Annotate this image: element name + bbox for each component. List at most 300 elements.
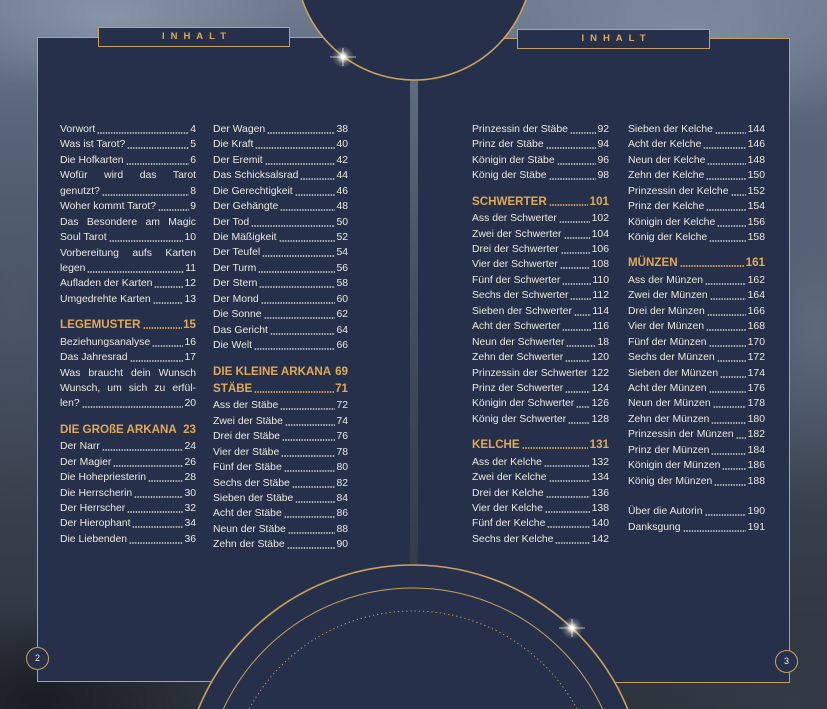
toc-entry (60, 335, 196, 350)
toc-page-number: 122 (591, 367, 609, 379)
section-title: LEGEMUSTER (60, 318, 141, 332)
toc-entry-label: König der Stäbe (472, 170, 547, 182)
toc-list (60, 122, 196, 547)
toc-entry-label: Der Eremit (213, 154, 263, 166)
toc-entry (60, 137, 196, 152)
toc-page-number: 152 (747, 185, 765, 197)
toc-entry (628, 304, 765, 319)
toc-entry-label: Prinzessin der Stäbe (472, 123, 568, 135)
toc-section-heading (60, 317, 196, 332)
toc-entry (213, 292, 348, 307)
toc-entry-label: Der Gehängte (213, 201, 279, 213)
toc-page-number: 174 (747, 367, 765, 379)
dot-leader (545, 511, 590, 513)
toc-list (472, 122, 609, 547)
toc-page-number: 132 (591, 456, 609, 468)
toc-entry-label: Der Mond (213, 293, 259, 305)
toc-entry (472, 396, 609, 411)
toc-page-number: 191 (747, 521, 765, 533)
dot-leader (292, 486, 335, 488)
dot-leader (264, 317, 335, 319)
toc-entry (60, 501, 196, 516)
page-header-tab: INHALT (98, 27, 290, 47)
toc-entry (628, 215, 765, 230)
dot-leader (284, 470, 335, 472)
toc-entry-label: Acht der Stäbe (213, 508, 282, 520)
toc-entry (213, 398, 348, 413)
toc-entry (472, 532, 609, 547)
toc-entry-label: Was ist Tarot? (60, 139, 126, 151)
toc-page-number: 188 (747, 475, 765, 487)
toc-page-number: 78 (336, 446, 348, 458)
toc-page-number: 126 (591, 398, 609, 410)
toc-entry-label: Sieben der Schwerter (472, 305, 572, 317)
toc-entry (472, 242, 609, 257)
toc-page-number: 161 (745, 256, 765, 270)
toc-page-number: 106 (591, 244, 609, 256)
toc-page-number: 12 (184, 278, 196, 290)
dot-leader (258, 271, 335, 273)
dot-leader (711, 453, 746, 455)
section-title: DIE GROßE ARKANA (60, 422, 177, 436)
dot-leader (720, 376, 746, 378)
toc-entry (213, 338, 348, 353)
toc-column (60, 122, 196, 547)
toc-page-number: 88 (336, 523, 348, 535)
toc-section-heading (213, 364, 348, 379)
toc-entry (628, 412, 765, 427)
toc-entry-label: Drei der Schwerter (472, 244, 559, 256)
toc-page-number: 6 (190, 154, 196, 166)
toc-entry (472, 455, 609, 470)
toc-entry (628, 122, 765, 137)
toc-entry-label: Das Jahresrad (60, 352, 128, 364)
dot-leader (705, 514, 747, 516)
toc-entry-label: Zwei der Münzen (628, 290, 708, 302)
toc-page-number: 168 (747, 321, 765, 333)
dot-leader (731, 194, 747, 196)
toc-entry (472, 258, 609, 273)
toc-entry-label: Sechs der Münzen (628, 352, 715, 364)
dot-leader (82, 406, 183, 408)
toc-entry-label: Der Wagen (213, 123, 266, 135)
dot-leader (709, 391, 747, 393)
toc-page-number: 56 (336, 262, 348, 274)
toc-page-number: 28 (184, 472, 196, 484)
toc-entry (213, 137, 348, 152)
toc-page-number: 64 (336, 324, 348, 336)
toc-page-number: 40 (336, 139, 348, 151)
dot-leader (113, 465, 183, 467)
dot-leader (259, 286, 334, 288)
toc-entry (60, 350, 196, 365)
toc-page-number: 162 (747, 274, 765, 286)
dot-leader (714, 484, 746, 486)
toc-page-number: 102 (591, 213, 609, 225)
toc-page-number: 50 (336, 216, 348, 228)
toc-entry-label: Prinzessin der Kelche (628, 185, 729, 197)
toc-entry-label: Die Kraft (213, 139, 254, 151)
toc-entry-label: Sieben der Münzen (628, 367, 719, 379)
toc-page-number: 120 (591, 352, 609, 364)
toc-entry-label: Prinzessin der Schwerter (472, 367, 588, 379)
dot-leader (568, 422, 590, 424)
dot-leader (280, 408, 335, 410)
dot-leader (705, 283, 746, 285)
toc-page-number: 48 (336, 201, 348, 213)
dot-leader (711, 422, 746, 424)
toc-entry (60, 199, 196, 214)
dot-leader (109, 240, 183, 242)
toc-page-number: 94 (597, 139, 609, 151)
toc-entry-label: Prinzessin der Münzen (628, 429, 734, 441)
dot-leader (134, 496, 183, 498)
toc-entry-label: Vier der Kelche (472, 503, 543, 515)
dot-leader (590, 376, 591, 378)
toc-entry (472, 227, 609, 242)
toc-page-number: 104 (591, 228, 609, 240)
toc-entry-label: Zehn der Kelche (628, 170, 705, 182)
toc-entry-label: Prinz der Kelche (628, 201, 705, 213)
dot-leader (559, 221, 590, 223)
toc-entry-label: Umgedrehte Karten (60, 293, 151, 305)
toc-page-number: 15 (183, 318, 196, 332)
toc-page-number: 140 (591, 518, 609, 530)
toc-entry (60, 532, 196, 547)
page-header-tab: INHALT (517, 29, 710, 49)
toc-entry-label: Fünf der Kelche (472, 518, 546, 530)
toc-entry-label: Danksgung (628, 521, 681, 533)
toc-entry-line: Was braucht dein Wunsch (60, 367, 196, 379)
toc-entry (213, 184, 348, 199)
toc-entry-label: Drei der Stäbe (213, 431, 280, 443)
toc-entry (60, 276, 196, 291)
toc-entry-label: Der Stern (213, 278, 258, 290)
toc-page-number: 8 (190, 185, 196, 197)
toc-entry (628, 230, 765, 245)
toc-entry-label: Der Tod (213, 216, 250, 228)
toc-page-number: 17 (184, 352, 196, 364)
toc-section-heading (472, 194, 609, 209)
toc-entry-label: Sechs der Kelche (472, 533, 554, 545)
toc-entry-label: Über die Autorin (628, 506, 703, 518)
toc-page-number: 154 (747, 201, 765, 213)
dot-leader (132, 526, 182, 528)
dot-leader (102, 449, 183, 451)
page-number-badge: 2 (26, 647, 49, 670)
toc-page-number: 60 (336, 293, 348, 305)
toc-entry-label: Das Schicksalsrad (213, 170, 299, 182)
toc-entry-label: Zehn der Stäbe (213, 539, 285, 551)
toc-entry-label: Ass der Kelche (472, 456, 542, 468)
dot-leader (562, 283, 591, 285)
dot-leader (736, 437, 746, 439)
toc-entry (472, 412, 609, 427)
toc-page-number: 158 (747, 232, 765, 244)
toc-entry (213, 276, 348, 291)
toc-entry-label: Die Hofkarten (60, 154, 124, 166)
toc-page-number: 62 (336, 309, 348, 321)
toc-column (472, 122, 609, 547)
toc-page-number: 184 (747, 444, 765, 456)
dot-leader (544, 465, 590, 467)
toc-entry (472, 366, 609, 381)
toc-entry (472, 288, 609, 303)
toc-page-number: 98 (597, 170, 609, 182)
toc-entry (472, 168, 609, 183)
toc-list (213, 122, 348, 553)
top-circle-frame (296, 0, 532, 80)
toc-entry-label: len? (60, 398, 80, 410)
toc-entry-label: König der Münzen (628, 475, 713, 487)
toc-entry (213, 199, 348, 214)
toc-entry (472, 304, 609, 319)
toc-entry (472, 517, 609, 532)
toc-entry-label: Die Welt (213, 340, 253, 352)
toc-page-number: 146 (747, 139, 765, 151)
toc-page-number: 84 (336, 493, 348, 505)
toc-entry-label: Der Teufel (213, 247, 261, 259)
toc-entry (628, 350, 765, 365)
toc-page-number: 101 (589, 194, 609, 208)
dot-leader (154, 286, 183, 288)
toc-page-number: 96 (597, 154, 609, 166)
toc-page-number: 9 (190, 201, 196, 213)
toc-page-number: 38 (336, 123, 348, 135)
section-title: STÄBE (213, 381, 253, 395)
toc-entry (628, 153, 765, 168)
toc-entry-label: König der Schwerter (472, 413, 567, 425)
toc-page-number: 178 (747, 398, 765, 410)
toc-entry (60, 292, 196, 307)
dot-leader (546, 147, 596, 149)
toc-entry-label: Das Gericht (213, 324, 268, 336)
toc-entry (60, 486, 196, 501)
toc-page-number: 32 (184, 503, 196, 515)
dot-leader (549, 480, 591, 482)
toc-page-number: 52 (336, 232, 348, 244)
toc-entry-label: Vier der Schwerter (472, 259, 558, 271)
toc-entry (60, 184, 196, 199)
toc-entry-label: Aufladen der Karten (60, 278, 153, 290)
toc-entry (472, 137, 609, 152)
toc-entry (213, 307, 348, 322)
toc-entry (213, 230, 348, 245)
dot-leader (129, 542, 183, 544)
toc-entry (60, 455, 196, 470)
toc-page-number: 34 (184, 518, 196, 530)
toc-page-number: 150 (747, 170, 765, 182)
toc-entry (213, 445, 348, 460)
toc-entry-label: Königin der Schwerter (472, 398, 575, 410)
dot-leader (707, 163, 746, 165)
dot-leader (287, 547, 335, 549)
toc-entry (628, 366, 765, 381)
toc-entry-line: Wofür wird das Tarot (60, 170, 196, 182)
toc-entry-label: Neun der Schwerter (472, 336, 565, 348)
toc-entry-label: Die Liebenden (60, 533, 128, 545)
toc-entry-label: Vier der Stäbe (213, 446, 280, 458)
toc-entry-label: Sieben der Stäbe (213, 493, 294, 505)
toc-entry (628, 458, 765, 473)
dot-leader (722, 468, 746, 470)
toc-page-number: 69 (335, 364, 348, 378)
toc-entry-label: Sechs der Schwerter (472, 290, 569, 302)
dot-leader (557, 163, 596, 165)
toc-page-number: 36 (184, 533, 196, 545)
toc-section-heading (472, 437, 609, 452)
dot-leader (87, 271, 183, 273)
toc-page-number: 71 (335, 381, 348, 395)
dot-leader (713, 406, 747, 408)
dot-leader (97, 132, 188, 134)
toc-entry-label: Der Narr (60, 441, 100, 453)
dot-leader (282, 439, 335, 441)
toc-page-number: 66 (336, 340, 348, 352)
toc-entry-line: Wunsch, um sich zu erfül- (60, 383, 196, 394)
toc-entry-label: Ass der Münzen (628, 274, 704, 286)
toc-entry (213, 323, 348, 338)
toc-page-number: 180 (747, 413, 765, 425)
toc-entry (213, 153, 348, 168)
toc-entry (628, 319, 765, 334)
toc-entry (628, 443, 765, 458)
toc-entry-label: Drei der Münzen (628, 305, 705, 317)
toc-entry-label: König der Kelche (628, 232, 708, 244)
toc-section-heading (213, 381, 348, 396)
dot-leader (562, 329, 591, 331)
toc-page-number: 92 (597, 123, 609, 135)
dot-leader (564, 237, 591, 239)
toc-page-number: 176 (747, 382, 765, 394)
toc-page-number: 134 (591, 472, 609, 484)
section-title: SCHWERTER (472, 194, 547, 208)
toc-page-number: 46 (336, 185, 348, 197)
toc-entry-label: Ass der Schwerter (472, 213, 557, 225)
dot-leader (565, 391, 590, 393)
toc-entry-label: Acht der Schwerter (472, 321, 561, 333)
toc-entry-label: Sieben der Kelche (628, 123, 713, 135)
dot-leader (284, 516, 335, 518)
toc-page-number: 24 (184, 441, 196, 453)
dot-leader (565, 360, 590, 362)
dot-leader (522, 447, 588, 449)
toc-page-number: 110 (592, 274, 609, 286)
toc-entry-label: Fünf der Münzen (628, 336, 707, 348)
toc-page-number: 128 (591, 413, 609, 425)
toc-page-number: 142 (591, 533, 609, 545)
toc-page-number: 74 (336, 415, 348, 427)
toc-page-number: 72 (336, 400, 348, 412)
toc-entry-label: Zehn der Münzen (628, 413, 710, 425)
toc-page-number: 76 (336, 431, 348, 443)
toc-entry (472, 335, 609, 350)
dot-leader (288, 532, 335, 534)
dot-leader (127, 147, 188, 149)
toc-entry-line: Vorbereitung aufs Karten (60, 247, 196, 259)
toc-page-number: 90 (336, 539, 348, 551)
toc-entry (472, 319, 609, 334)
toc-page-number: 16 (184, 336, 196, 348)
dot-leader (560, 267, 590, 269)
dot-leader (265, 163, 335, 165)
toc-page-number: 166 (747, 305, 765, 317)
toc-entry (628, 520, 765, 535)
toc-page-number: 182 (747, 429, 765, 441)
dot-leader (295, 501, 335, 503)
toc-entry (628, 184, 765, 199)
toc-entry-label: Der Hierophant (60, 518, 131, 530)
dot-leader (546, 496, 591, 498)
toc-entry (213, 429, 348, 444)
dot-leader (255, 147, 335, 149)
dot-leader (262, 255, 335, 257)
toc-page-number: 80 (336, 462, 348, 474)
toc-entry-label: Neun der Stäbe (213, 523, 286, 535)
toc-entry-label: Die Hohepriesterin (60, 472, 147, 484)
toc-entry (213, 261, 348, 276)
toc-entry (60, 470, 196, 485)
toc-entry (472, 211, 609, 226)
toc-entry-label: Die Sonne (213, 309, 262, 321)
toc-entry (213, 122, 348, 137)
dot-leader (549, 204, 588, 206)
toc-entry (472, 153, 609, 168)
toc-page-number: 172 (747, 352, 765, 364)
dot-leader (709, 240, 746, 242)
toc-page-number: 124 (591, 382, 609, 394)
dot-leader (126, 163, 189, 165)
toc-page-number: 42 (336, 154, 348, 166)
section-title: MÜNZEN (628, 256, 678, 270)
toc-entry (628, 288, 765, 303)
toc-entry (213, 414, 348, 429)
toc-entry-label: Der Turm (213, 262, 257, 274)
toc-page-number: 23 (183, 422, 196, 436)
toc-entry (213, 168, 348, 183)
toc-entry (628, 137, 765, 152)
dot-leader (285, 424, 335, 426)
dot-leader (295, 194, 335, 196)
toc-entry-label: Beziehungsanalyse (60, 336, 151, 348)
toc-page-number: 156 (747, 216, 765, 228)
dot-leader (152, 345, 183, 347)
dot-leader (576, 406, 590, 408)
toc-page-number: 144 (747, 123, 765, 135)
toc-page-number: 54 (336, 247, 348, 259)
toc-entry-label: Königin der Kelche (628, 216, 716, 228)
toc-entry-label: Königin der Münzen (628, 460, 721, 472)
toc-entry (213, 215, 348, 230)
toc-entry-label: Ass der Stäbe (213, 400, 279, 412)
dot-leader (706, 178, 746, 180)
dot-leader (130, 360, 183, 362)
toc-entry (628, 168, 765, 183)
dot-leader (561, 252, 591, 254)
toc-entry (628, 335, 765, 350)
toc-entry-label: Woher kommt Tarot? (60, 201, 157, 213)
toc-entry (628, 396, 765, 411)
toc-section-heading (628, 256, 765, 271)
dot-leader (254, 391, 333, 393)
toc-page-number: 114 (592, 305, 609, 317)
dot-leader (279, 240, 335, 242)
toc-page-number: 116 (592, 321, 609, 333)
toc-entry-label: Die Herrscherin (60, 487, 133, 499)
toc-entry (472, 381, 609, 396)
dot-leader (703, 147, 746, 149)
toc-entry-label: Die Mäßigkeit (213, 232, 277, 244)
